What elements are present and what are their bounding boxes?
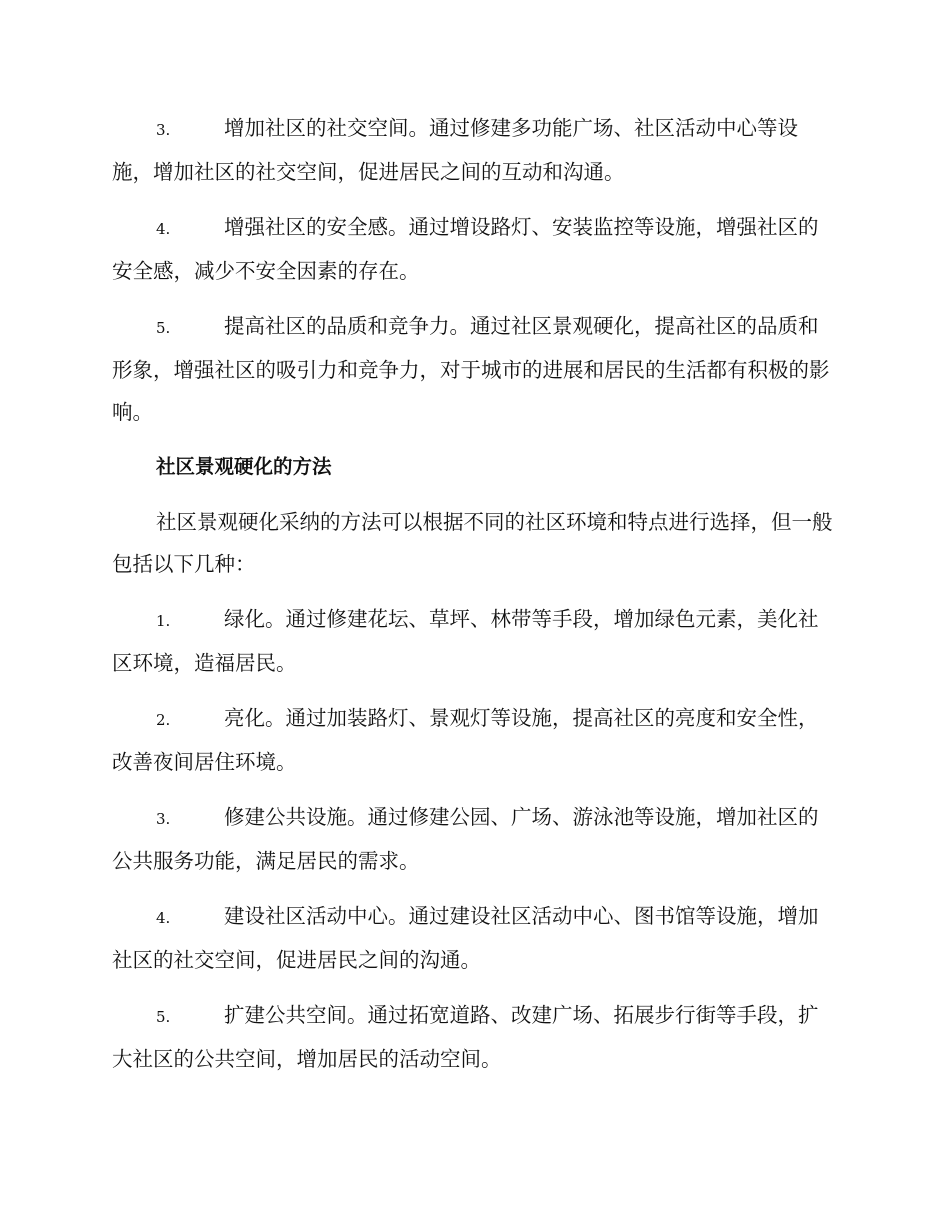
list-number: 5. — [156, 319, 171, 337]
list-number: 3. — [156, 810, 171, 828]
list-number: 4. — [156, 909, 171, 927]
list-item-text: 增强社区的安全感。通过增设路灯、安装监控等设施，增强社区的安全感，减少不安全因素的存在。 — [112, 215, 819, 283]
list-item — [112, 305, 834, 433]
document-body — [112, 107, 834, 1093]
list-item — [112, 994, 834, 1080]
list-number: 5. — [156, 1008, 171, 1026]
list-item-text: 增加社区的社交空间。通过修建多功能广场、社区活动中心等设施，增加社区的社交空间，促进居民之间的互动和沟通。 — [112, 116, 798, 184]
list-item-text: 提高社区的品质和竞争力。通过社区景观硬化，提高社区的品质和形象，增强社区的吸引力和竞争力，对于城市的进展和居民的生活都有积极的影响。 — [112, 314, 830, 424]
list-item — [112, 895, 834, 981]
intro-paragraph: 社区景观硬化采纳的方法可以根据不同的社区环境和特点进行选择，但一般包括以下几种： — [112, 510, 833, 576]
list-item-text: 亮化。通过加装路灯、景观灯等设施，提高社区的亮度和安全性，改善夜间居住环境。 — [112, 706, 819, 774]
section-heading: 社区景观硬化的方法 — [156, 455, 332, 478]
list-item-text: 扩建公共空间。通过拓宽道路、改建广场、拓展步行街等手段，扩大社区的公共空间，增加居民的活动空间。 — [112, 1003, 819, 1071]
list-item-text: 修建公共设施。通过修建公园、广场、游泳池等设施，增加社区的公共服务功能，满足居民的需求。 — [112, 805, 819, 873]
list-number: 2. — [156, 711, 171, 729]
list-item-text: 建设社区活动中心。通过建设社区活动中心、图书馆等设施，增加社区的社交空间，促进居民之间的沟通。 — [112, 904, 819, 972]
list-number: 1. — [156, 612, 171, 630]
list-item — [112, 697, 834, 783]
list-item — [112, 598, 834, 684]
list-item — [112, 206, 834, 292]
list-number: 4. — [156, 220, 171, 238]
list-item-text: 绿化。通过修建花坛、草坪、林带等手段，增加绿色元素，美化社区环境，造福居民。 — [112, 607, 819, 675]
list-item — [112, 107, 834, 193]
list-number: 3. — [156, 121, 171, 139]
list-item — [112, 796, 834, 882]
